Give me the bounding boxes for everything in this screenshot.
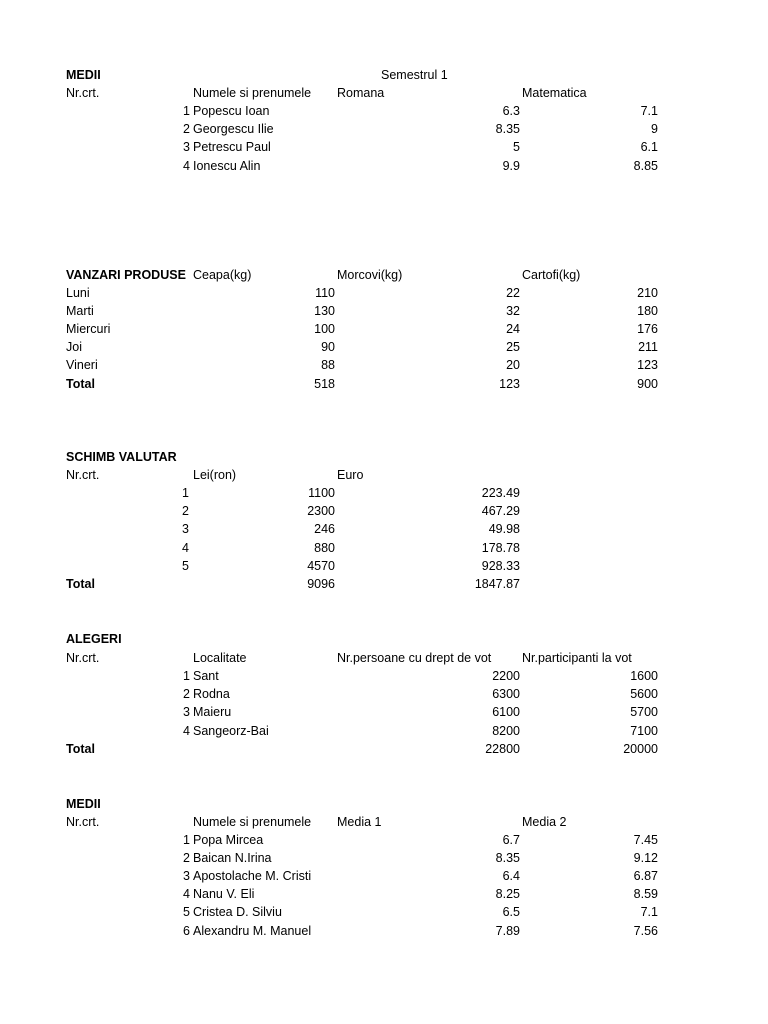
row-participanti: 5700 (630, 705, 658, 719)
row-name: Georgescu Ilie (193, 122, 274, 136)
total-morcovi: 123 (499, 377, 520, 391)
total-participanti: 20000 (623, 742, 658, 756)
row-ceapa: 110 (315, 286, 335, 300)
row-morcovi: 24 (506, 322, 520, 336)
row-nr: 3 (183, 869, 190, 883)
row-day: Marti (66, 304, 94, 318)
column-header-media2: Media 2 (522, 815, 567, 829)
row-name: Apostolache M. Cristi (193, 869, 312, 883)
column-header-nr: Nr.crt. (66, 468, 100, 482)
row-media1: 6.7 (502, 833, 520, 847)
row-media1: 8.25 (495, 887, 520, 901)
row-media2: 7.45 (633, 833, 658, 847)
row-cartofi: 180 (637, 304, 658, 318)
row-day: Joi (66, 340, 82, 354)
column-header-drept-vot: Nr.persoane cu drept de vot (337, 651, 492, 665)
row-cartofi: 210 (637, 286, 658, 300)
row-localitate: Maieru (193, 705, 232, 719)
row-cartofi: 211 (638, 340, 658, 354)
row-nr: 4 (183, 887, 190, 901)
row-localitate: Rodna (193, 687, 230, 701)
column-header-morcovi: Morcovi(kg) (337, 268, 403, 282)
row-media2: 7.1 (640, 905, 658, 919)
row-nr: 3 (183, 705, 190, 719)
row-media1: 7.89 (495, 924, 520, 938)
row-ceapa: 90 (321, 340, 335, 354)
row-morcovi: 32 (506, 304, 520, 318)
column-header-lei: Lei(ron) (193, 468, 237, 482)
column-header-nr: Nr.crt. (66, 651, 100, 665)
row-drept-vot: 6300 (492, 687, 520, 701)
row-media1: 6.4 (502, 869, 520, 883)
total-label: Total (66, 742, 95, 756)
row-drept-vot: 6100 (492, 705, 520, 719)
row-ceapa: 130 (314, 304, 335, 318)
row-nr: 5 (182, 559, 189, 573)
row-morcovi: 20 (506, 358, 520, 372)
row-ceapa: 100 (314, 322, 335, 336)
total-cartofi: 900 (637, 377, 658, 391)
row-participanti: 5600 (630, 687, 658, 701)
row-lei: 880 (314, 541, 335, 555)
column-header-romana: Romana (337, 86, 385, 100)
row-name: Petrescu Paul (193, 140, 271, 154)
row-romana: 6.3 (502, 104, 520, 118)
row-nr: 3 (183, 140, 190, 154)
row-cartofi: 123 (637, 358, 658, 372)
row-name: Alexandru M. Manuel (193, 924, 312, 938)
column-header-localitate: Localitate (193, 651, 247, 665)
row-euro: 49.98 (488, 522, 520, 536)
total-label: Total (66, 577, 95, 591)
row-media2: 8.59 (633, 887, 658, 901)
column-header-nr: Nr.crt. (66, 815, 100, 829)
row-nr: 1 (183, 833, 190, 847)
column-header-ceapa: Ceapa(kg) (193, 268, 252, 282)
row-nr: 3 (182, 522, 189, 536)
row-name: Nanu V. Eli (193, 887, 255, 901)
row-day: Miercuri (66, 322, 111, 336)
row-nr: 1 (183, 669, 190, 683)
column-header-name: Numele si prenumele (193, 86, 312, 100)
column-header-name: Numele si prenumele (193, 815, 312, 829)
total-label: Total (66, 377, 95, 391)
row-euro: 178.78 (481, 541, 520, 555)
row-nr: 5 (183, 905, 190, 919)
row-matematica: 9 (651, 122, 658, 136)
section-title: MEDII (66, 68, 101, 82)
row-name: Popescu Ioan (193, 104, 270, 118)
row-nr: 1 (183, 104, 190, 118)
row-media2: 6.87 (633, 869, 658, 883)
total-drept-vot: 22800 (485, 742, 520, 756)
column-header-media1: Media 1 (337, 815, 382, 829)
row-media2: 9.12 (633, 851, 658, 865)
row-romana: 5 (513, 140, 520, 154)
row-romana: 9.9 (502, 159, 520, 173)
row-lei: 4570 (307, 559, 335, 573)
row-nr: 4 (183, 724, 190, 738)
column-header-matematica: Matematica (522, 86, 587, 100)
row-drept-vot: 8200 (492, 724, 520, 738)
row-participanti: 1600 (630, 669, 658, 683)
total-lei: 9096 (307, 577, 335, 591)
row-localitate: Sant (193, 669, 219, 683)
row-romana: 8.35 (495, 122, 520, 136)
total-euro: 1847.87 (474, 577, 520, 591)
row-morcovi: 22 (506, 286, 520, 300)
row-morcovi: 25 (506, 340, 520, 354)
row-lei: 2300 (307, 504, 335, 518)
section-title: SCHIMB VALUTAR (66, 450, 177, 464)
row-localitate: Sangeorz-Bai (193, 724, 269, 738)
row-nr: 1 (182, 486, 189, 500)
row-matematica: 6.1 (640, 140, 658, 154)
row-lei: 246 (314, 522, 335, 536)
column-header-euro: Euro (337, 468, 364, 482)
row-name: Cristea D. Silviu (193, 905, 282, 919)
row-euro: 467.29 (481, 504, 520, 518)
row-cartofi: 176 (637, 322, 658, 336)
total-ceapa: 518 (314, 377, 335, 391)
row-participanti: 7100 (630, 724, 658, 738)
row-matematica: 8.85 (633, 159, 658, 173)
row-name: Ionescu Alin (193, 159, 261, 173)
row-name: Popa Mircea (193, 833, 264, 847)
row-nr: 2 (183, 122, 190, 136)
row-ceapa: 88 (321, 358, 335, 372)
column-header-participanti: Nr.participanti la vot (522, 651, 632, 665)
row-euro: 928.33 (481, 559, 520, 573)
row-day: Luni (66, 286, 90, 300)
row-media2: 7.56 (633, 924, 658, 938)
row-matematica: 7.1 (640, 104, 658, 118)
section-title: VANZARI PRODUSE (66, 268, 186, 282)
row-euro: 223.49 (481, 486, 520, 500)
row-nr: 4 (182, 541, 189, 555)
row-day: Vineri (66, 358, 98, 372)
row-drept-vot: 2200 (492, 669, 520, 683)
row-nr: 4 (183, 159, 190, 173)
column-header-cartofi: Cartofi(kg) (522, 268, 581, 282)
row-name: Baican N.Irina (193, 851, 272, 865)
column-header-nr: Nr.crt. (66, 86, 100, 100)
row-nr: 6 (183, 924, 190, 938)
row-nr: 2 (183, 687, 190, 701)
row-nr: 2 (182, 504, 189, 518)
section-title: MEDII (66, 797, 101, 811)
row-media1: 6.5 (502, 905, 520, 919)
row-nr: 2 (183, 851, 190, 865)
row-media1: 8.35 (495, 851, 520, 865)
section-title: ALEGERI (66, 632, 122, 646)
semester-header: Semestrul 1 (381, 68, 448, 82)
row-lei: 1100 (308, 486, 335, 500)
